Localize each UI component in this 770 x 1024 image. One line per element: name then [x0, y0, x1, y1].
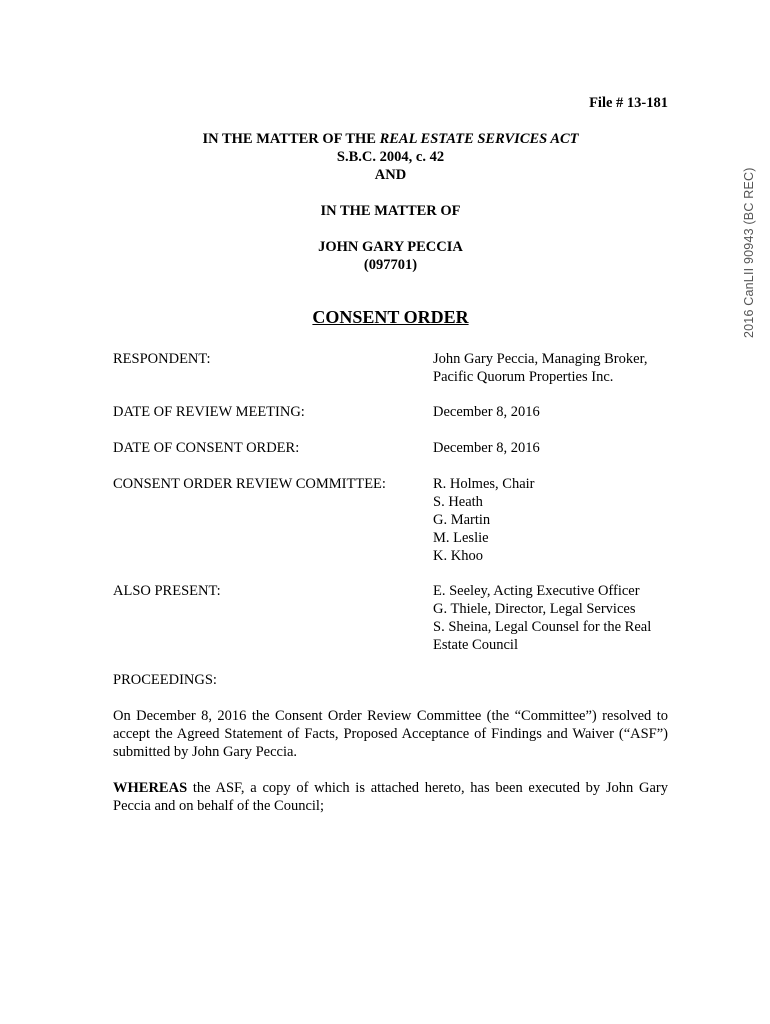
whereas-lead: WHEREAS	[113, 780, 188, 796]
also-present-label: ALSO PRESENT:	[113, 583, 221, 599]
heading-and: AND	[374, 167, 407, 183]
also-present-list	[433, 582, 673, 654]
also-present-person: S. Sheina, Legal Counsel for the Real	[433, 619, 652, 635]
review-meeting-value: December 8, 2016	[433, 404, 540, 420]
heading-matter: IN THE MATTER OF	[320, 203, 461, 219]
heading-prefix: IN THE MATTER OF THE	[202, 131, 380, 147]
also-present-person: E. Seeley, Acting Executive Officer	[433, 583, 640, 599]
committee-member: K. Khoo	[433, 548, 483, 564]
respondent-line: Pacific Quorum Properties Inc.	[433, 369, 614, 385]
act-name: REAL ESTATE SERVICES ACT	[379, 131, 579, 147]
review-meeting-label: DATE OF REVIEW MEETING:	[113, 404, 305, 420]
committee-member: M. Leslie	[433, 530, 489, 546]
heading-line-act	[113, 130, 668, 148]
respondent-line: John Gary Peccia, Managing Broker,	[433, 351, 648, 367]
canlii-watermark: 2016 CanLII 90943 (BC REC)	[742, 167, 756, 338]
whereas-text: the ASF, a copy of which is attached hereto, has been executed by John Gary Peccia and on behalf of the Council;	[113, 780, 668, 814]
proceedings-label: PROCEEDINGS:	[113, 672, 217, 688]
document-title: CONSENT ORDER	[312, 307, 469, 327]
respondent-label: RESPONDENT:	[113, 351, 211, 367]
licence-number: (097701)	[363, 257, 418, 273]
also-present-person: G. Thiele, Director, Legal Services	[433, 601, 636, 617]
paragraph-resolution: On December 8, 2016 the Consent Order Review Committee (the “Committee”) resolved to accept the Agreed Statement of Facts, Proposed Acceptance of Findings and Waiver (“ASF”) submitted by John Gary Peccia.	[113, 708, 668, 760]
respondent-name-heading: JOHN GARY PECCIA	[318, 239, 463, 255]
respondent-value	[433, 350, 673, 386]
also-present-person: Estate Council	[433, 637, 518, 653]
paragraph-whereas	[113, 779, 668, 815]
case-heading	[113, 130, 668, 274]
consent-order-value: December 8, 2016	[433, 440, 540, 456]
file-number: File # 13-181	[589, 95, 668, 111]
committee-member: S. Heath	[433, 494, 483, 510]
committee-member: R. Holmes, Chair	[433, 476, 535, 492]
heading-statute: S.B.C. 2004, c. 42	[336, 149, 445, 165]
committee-label: CONSENT ORDER REVIEW COMMITTEE:	[113, 476, 386, 492]
committee-members	[433, 475, 673, 565]
consent-order-label: DATE OF CONSENT ORDER:	[113, 440, 300, 456]
committee-member: G. Martin	[433, 512, 491, 528]
